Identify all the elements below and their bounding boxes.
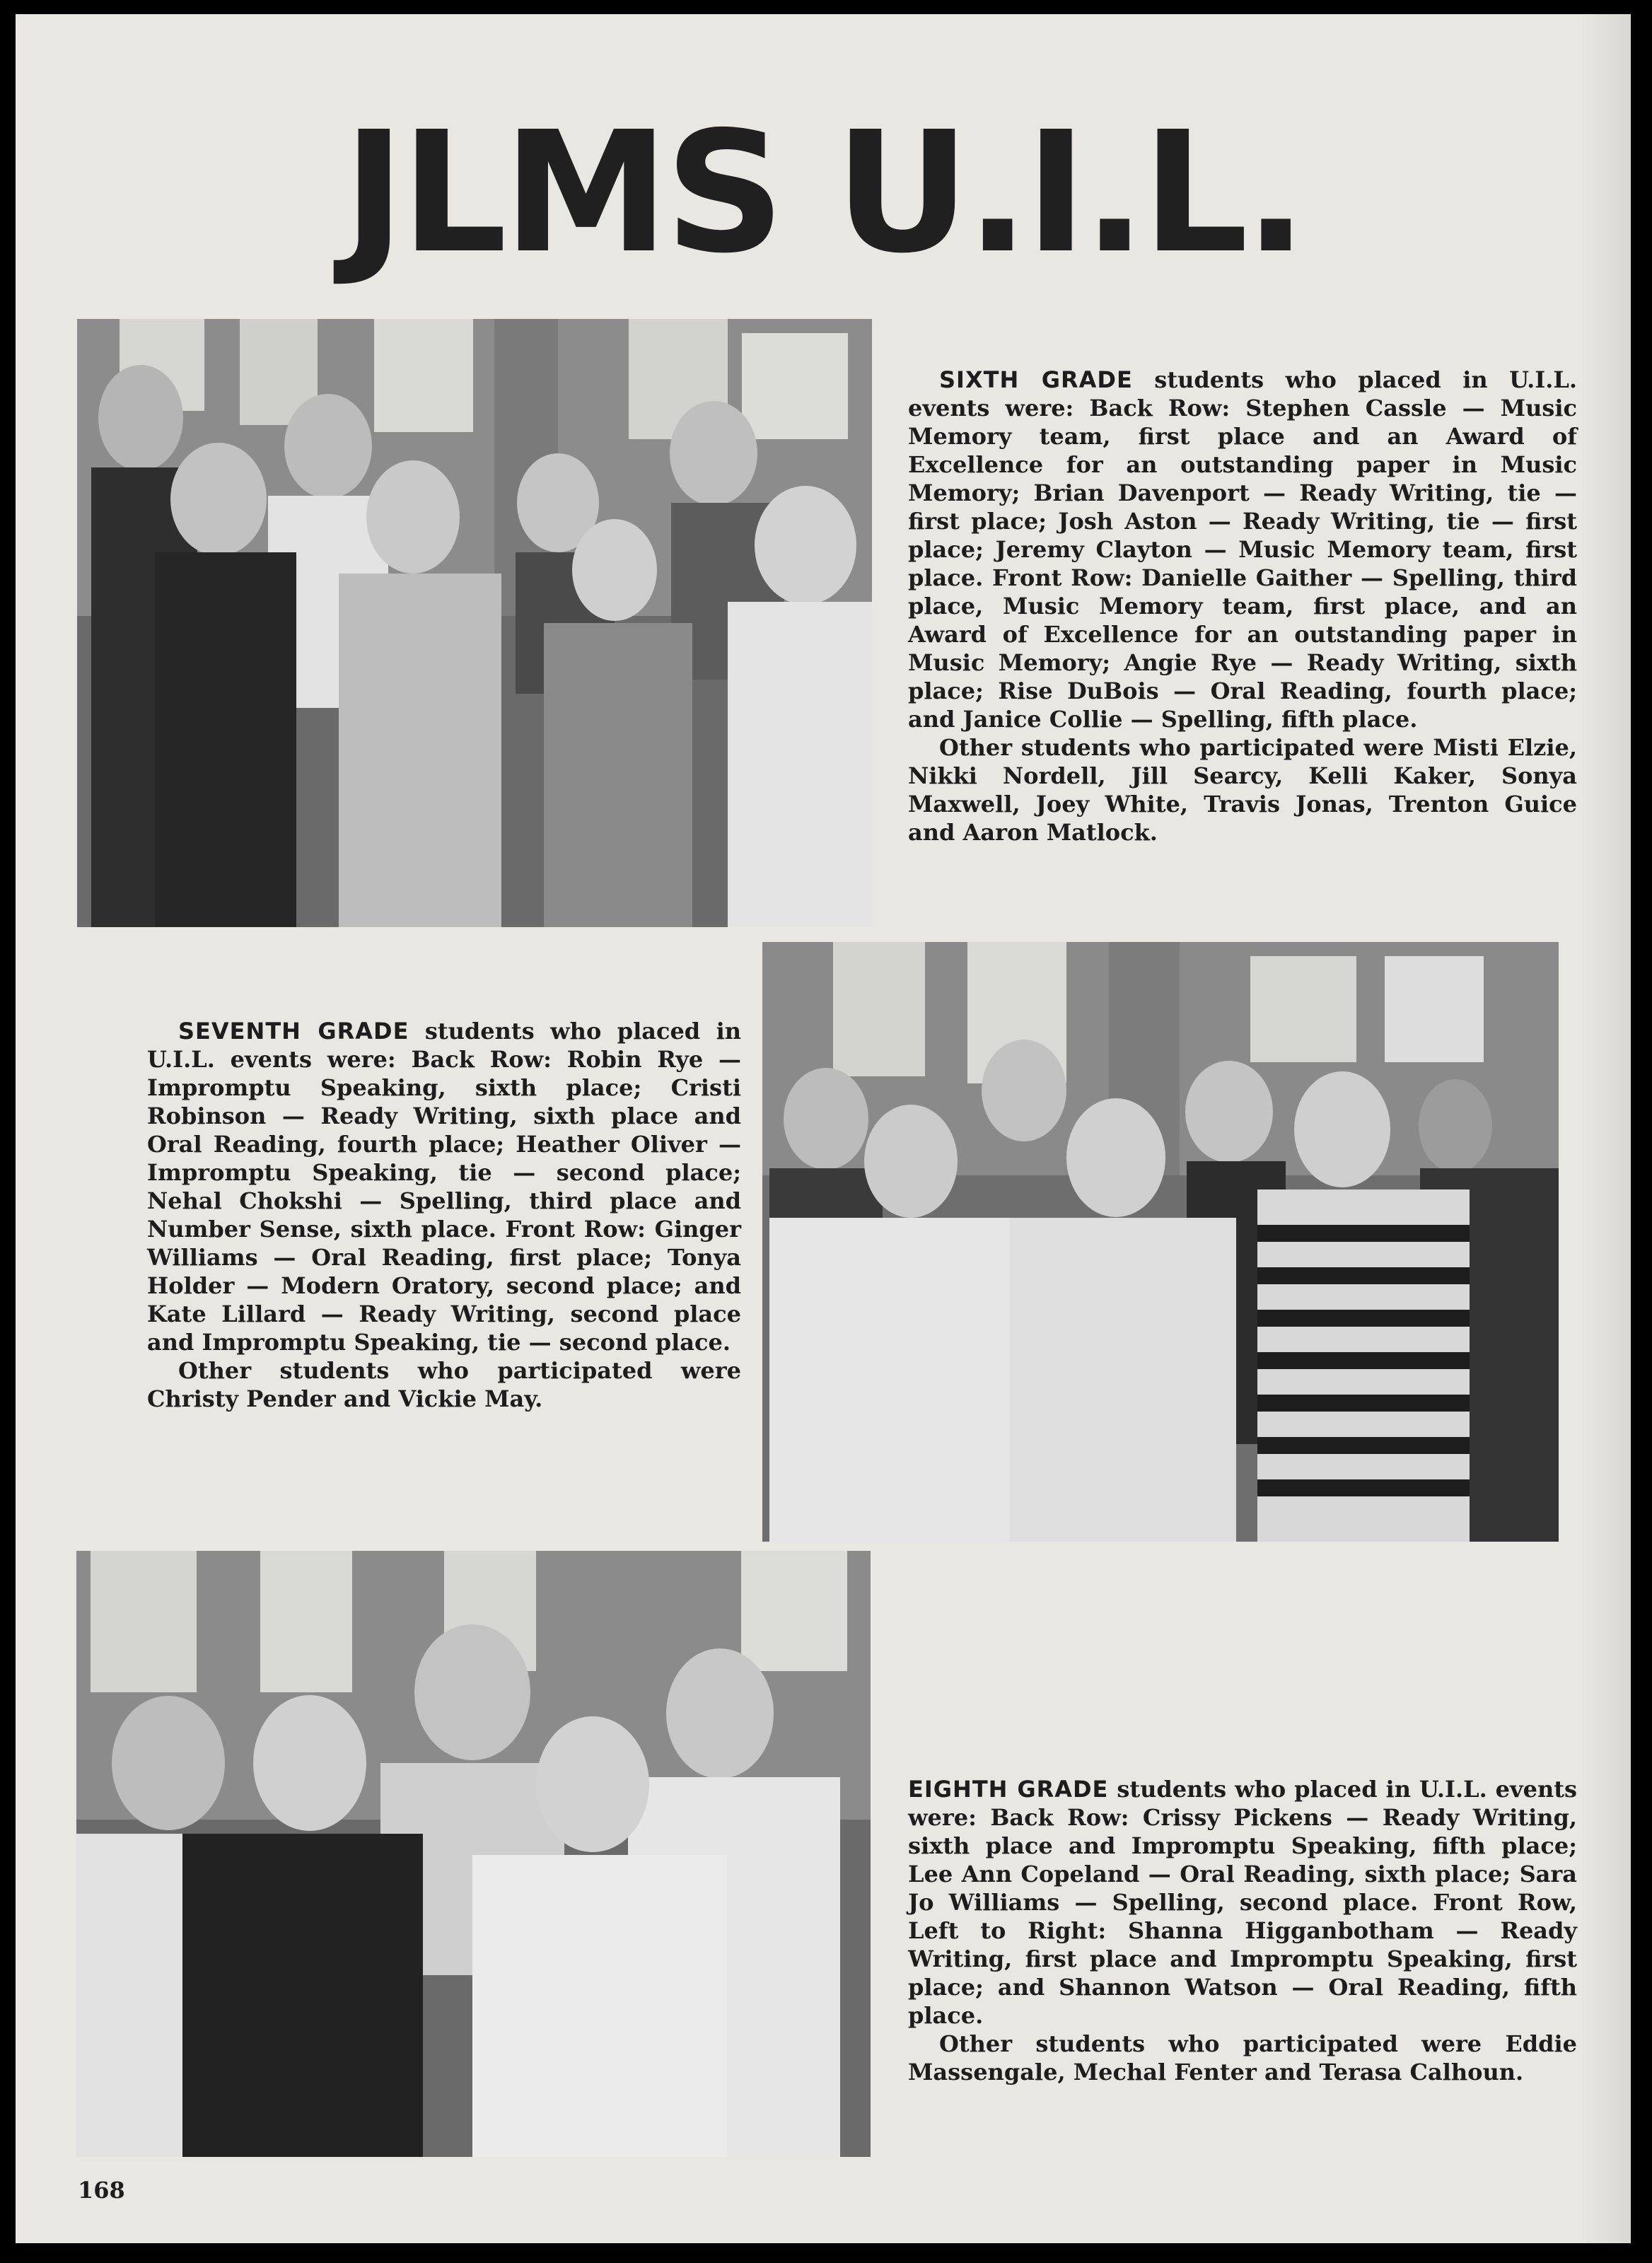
eighth-grade-photo [76,1551,871,2157]
page-number: 168 [78,2177,125,2204]
sixth-grade-placements: students who placed in U.I.L. events were: Back Row: Stephen Cassle — Music Memory team, first place and an Award of Excellence for an outstanding paper in Music Memory; Brian Davenport — Ready Writing, tie — first place; Josh Aston — Ready Writing, tie — first place; Jeremy Clayton — Music Memory team, first place. Front Row: Danielle Gaither — Spelling, third place, Music Memory team, first place, and an Award of Excellence for an outstanding paper in Music Memory; Angie Rye — Ready Writing, sixth place; Rise DuBois — Oral Reading, fourth place; and Janice Collie — Spelling, fifth place. [908,366,1578,733]
eighth-grade-paragraph-2: Other students who participated were Eddie Massengale, Mechal Fenter and Terasa Calhoun. [908,2030,1577,2085]
page-gutter-shadow [1581,14,1631,2243]
yearbook-page [16,14,1631,2243]
sixth-grade-caption [908,366,1577,847]
eighth-grade-placements: students who placed in U.I.L. events were: Back Row: Crissy Pickens — Ready Writing, sixth place and Impromptu Speaking, fifth place; Lee Ann Copeland — Oral Reading, sixth place; Sara Jo Williams — Spelling, second place. Front Row, Left to Right: Shanna Higganbotham — Ready Writing, first place and Impromptu Speaking, first place; and Shannon Watson — Oral Reading, fifth place. [908,1776,1578,2029]
sixth-grade-lead: SIXTH GRADE [939,366,1133,393]
sixth-grade-paragraph-2: Other students who participated were Misti Elzie, Nikki Nordell, Jill Searcy, Kelli Kaker, Sonya Maxwell, Joey White, Travis Jonas, Trenton Guice and Aaron Matlock. [908,734,1577,846]
sixth-grade-paragraph-1 [908,366,1577,733]
seventh-grade-lead: SEVENTH GRADE [178,1018,409,1045]
seventh-grade-paragraph-2: Other students who participated were Christy Pender and Vickie May. [147,1357,741,1412]
seventh-grade-paragraph-1 [147,1017,741,1356]
seventh-grade-caption [147,1017,741,1413]
sixth-grade-photo [77,319,872,927]
seventh-grade-placements: students who placed in U.I.L. events were: Back Row: Robin Rye — Impromptu Speaking, sixth place; Cristi Robinson — Ready Writing, sixth place and Oral Reading, fourth place; Heather Oliver — Impromptu Speaking, tie — second place; Nehal Chokshi — Spelling, third place and Number Sense, sixth place. Front Row: Ginger Williams — Oral Reading, first place; Tonya Holder — Modern Oratory, second place; and Kate Lillard — Ready Writing, second place and Impromptu Speaking, tie — second place. [147,1018,742,1356]
page-title: JLMS U.I.L. [343,95,1303,290]
eighth-grade-lead: EIGHTH GRADE [908,1776,1109,1803]
seventh-grade-photo [762,942,1559,1542]
eighth-grade-caption [908,1775,1577,2086]
eighth-grade-paragraph-1 [908,1775,1577,2030]
